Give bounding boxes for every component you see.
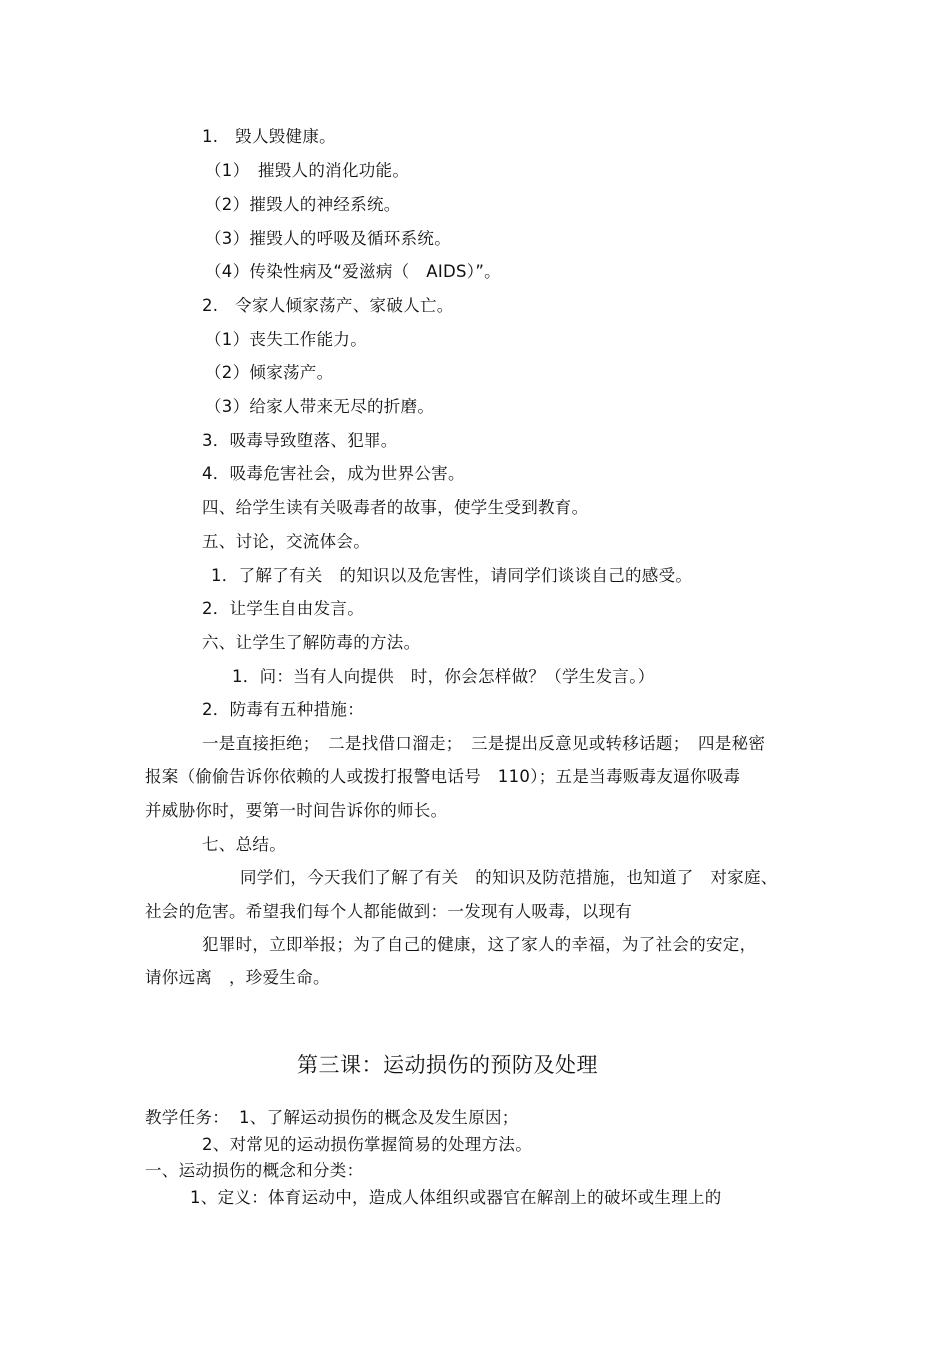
- paragraph-line: 同学们，今天我们了解了有关 的知识及防范措施，也知道了 对家庭、: [240, 868, 778, 887]
- section-heading: 六、让学生了解防毒的方法。: [202, 633, 421, 652]
- section-heading: 四、给学生读有关吸毒者的故事，使学生受到教育。: [202, 498, 589, 517]
- paragraph-line: 并威胁你时，要第一时间告诉你的师长。: [145, 801, 448, 820]
- task-item: 2、对常见的运动损伤掌握简易的处理方法。: [202, 1135, 532, 1154]
- section-heading: 七、总结。: [202, 835, 286, 854]
- list-item: 2．防毒有五种措施：: [202, 700, 364, 719]
- list-item: （4）传染性病及“爱滋病（ AIDS）”。: [205, 262, 501, 281]
- list-item: 1．了解了有关 的知识以及危害性，请同学们谈谈自己的感受。: [211, 566, 693, 585]
- paragraph-line: 犯罪时，立即举报；为了自己的健康，这了家人的幸福，为了社会的安定，: [202, 935, 757, 954]
- list-item: 1. 毁人毁健康。: [202, 127, 336, 146]
- list-item: 3．吸毒导致堕落、犯罪。: [202, 431, 398, 450]
- section-heading: 五、讨论，交流体会。: [202, 532, 370, 551]
- list-item: （1） 摧毁人的消化功能。: [205, 161, 410, 180]
- lesson-title: 第三课：运动损伤的预防及处理: [297, 1053, 598, 1077]
- list-item: （2）倾家荡产。: [205, 363, 334, 382]
- list-item: 2. 令家人倾家荡产、家破人亡。: [202, 296, 454, 315]
- task-label: 教学任务：: [145, 1108, 229, 1127]
- list-item: （1）丧失工作能力。: [205, 330, 367, 349]
- list-item: （3）摧毁人的呼吸及循环系统。: [205, 229, 451, 248]
- list-item: 2．让学生自由发言。: [202, 599, 364, 618]
- list-item: 4．吸毒危害社会，成为世界公害。: [202, 464, 465, 483]
- section-heading: 一、运动损伤的概念和分类：: [145, 1161, 364, 1180]
- paragraph-line: 请你远离 ，珍爱生命。: [145, 968, 330, 987]
- paragraph-line: 报案（偷偷告诉你依赖的人或拨打报警电话号 110）；五是当毒贩毒友逼你吸毒: [145, 767, 741, 786]
- paragraph-line: 一是直接拒绝； 二是找借口溜走； 三是提出反意见或转移话题； 四是秘密: [202, 734, 766, 753]
- list-item: （2）摧毁人的神经系统。: [205, 195, 401, 214]
- list-item: （3）给家人带来无尽的折磨。: [205, 397, 435, 416]
- task-item: 1、了解运动损伤的概念及发生原因；: [239, 1108, 519, 1127]
- definition-line: 1、定义：体育运动中，造成人体组织或器官在解剖上的破坏或生理上的: [190, 1188, 722, 1207]
- task-line: [145, 1108, 519, 1128]
- paragraph-line: 社会的危害。希望我们每个人都能做到：一发现有人吸毒，以现有: [145, 902, 633, 921]
- list-item: 1．问：当有人向提供 时，你会怎样做？（学生发言。）: [232, 667, 655, 686]
